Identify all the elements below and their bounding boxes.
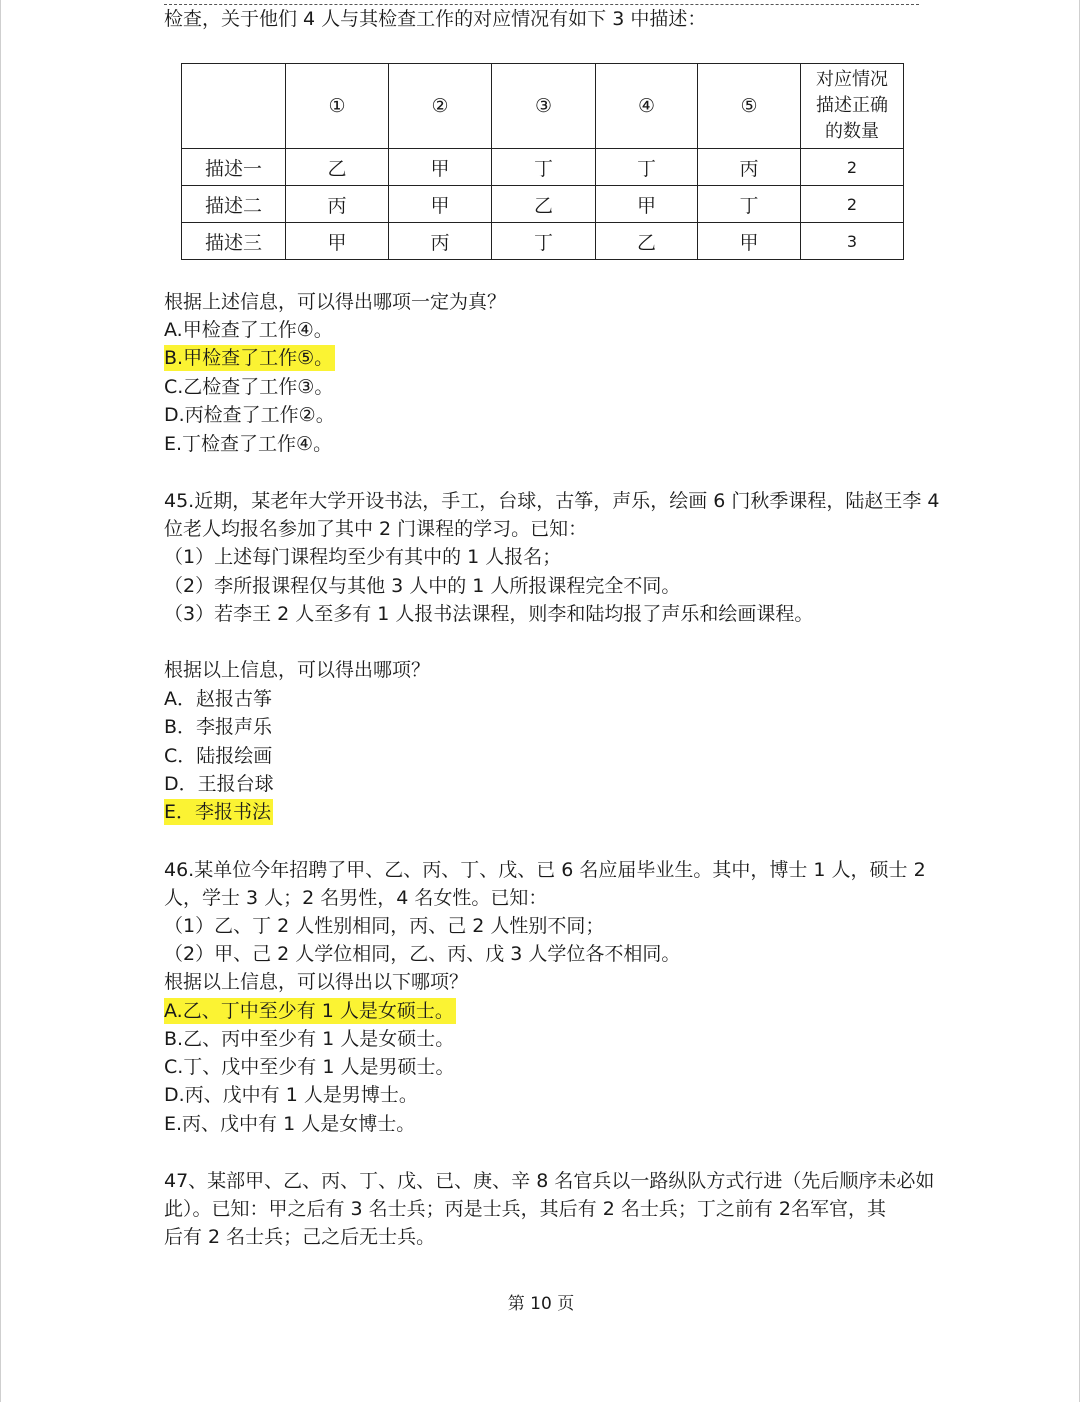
- table-row: [182, 186, 904, 223]
- q45-stem-line: （1）上述每门课程均至少有其中的 1 人报名；: [164, 546, 562, 568]
- highlighted-answer: A.乙、丁中至少有 1 人是女硕士。: [164, 1000, 454, 1022]
- table-header-cell: ①: [286, 64, 389, 149]
- table-header-cell: ③: [492, 64, 596, 149]
- q45-stem-line: （3）若李王 2 人至多有 1 人报书法课程，则李和陆均报了声乐和绘画课程。: [164, 603, 814, 625]
- page-number: 第 10 页: [507, 1294, 575, 1314]
- q46-option-d: D.丙、戊中有 1 人是男博士。: [164, 1084, 418, 1106]
- table-count-cell: 3: [801, 223, 904, 260]
- table-cell: 甲: [596, 186, 698, 223]
- q46-option-a: [164, 998, 456, 1024]
- table-cell: 丙: [286, 186, 389, 223]
- row-label: 描述二: [182, 186, 286, 223]
- q44-option-a: A.甲检查了工作④。: [164, 319, 333, 341]
- q46-stem-line: （1）乙、丁 2 人性别相同，丙、己 2 人性别不同；: [164, 915, 605, 937]
- q47-stem-line: 后有 2 名士兵；己之后无士兵。: [164, 1226, 436, 1248]
- q46-prompt: 根据以上信息，可以得出以下哪项？: [164, 971, 469, 993]
- table-count-cell: 2: [801, 186, 904, 223]
- highlighted-answer: E．李报书法: [164, 801, 272, 823]
- header-line: 描述正确: [816, 95, 888, 116]
- table-cell: 丙: [389, 223, 492, 260]
- table-cell: 甲: [389, 149, 492, 186]
- table-cell: 甲: [286, 223, 389, 260]
- table-cell: 丁: [698, 186, 801, 223]
- intro-line: 检查，关于他们 4 人与其检查工作的对应情况有如下 3 中描述：: [164, 8, 707, 30]
- q47-stem-line: 47、某部甲、乙、丙、丁、戊、已、庚、辛 8 名官兵以一路纵队方式行进（先后顺序未必如: [164, 1170, 935, 1192]
- table-header-row: [182, 64, 904, 149]
- q45-stem-line: 45.近期，某老年大学开设书法，手工，台球，古筝，声乐，绘画 6 门秋季课程，陆赵王李 4: [164, 490, 940, 512]
- top-divider: [164, 4, 919, 5]
- table-row: [182, 149, 904, 186]
- description-table: [181, 63, 904, 260]
- table-cell: 丁: [596, 149, 698, 186]
- q44-option-c: C.乙检查了工作③。: [164, 376, 334, 398]
- table-header-count: [801, 64, 904, 149]
- table-header-cell: ⑤: [698, 64, 801, 149]
- table-count-cell: 2: [801, 149, 904, 186]
- table-cell: 乙: [492, 186, 596, 223]
- highlighted-answer: B.甲检查了工作⑤。: [164, 347, 334, 369]
- table-cell: 丙: [698, 149, 801, 186]
- q46-option-c: C.丁、戊中至少有 1 人是男硕士。: [164, 1056, 455, 1078]
- header-line: 对应情况: [816, 69, 888, 90]
- row-label: 描述三: [182, 223, 286, 260]
- table-cell: 丁: [492, 223, 596, 260]
- table-header-cell: ④: [596, 64, 698, 149]
- q46-stem-line: 人，学士 3 人；2 名男性，4 名女性。已知：: [164, 887, 548, 909]
- q45-stem-line: 位老人均报名参加了其中 2 门课程的学习。已知：: [164, 518, 588, 540]
- q45-option-a: A．赵报古筝: [164, 688, 272, 710]
- q44-option-b: [164, 345, 335, 371]
- table-cell: 乙: [596, 223, 698, 260]
- table-cell: 乙: [286, 149, 389, 186]
- table-header-cell: [182, 64, 286, 149]
- q44-option-d: D.丙检查了工作②。: [164, 404, 335, 426]
- q45-option-e: [164, 799, 273, 825]
- q45-option-b: B．李报声乐: [164, 716, 273, 738]
- q44-prompt: 根据上述信息，可以得出哪项一定为真？: [164, 291, 507, 313]
- header-line: 的数量: [825, 121, 879, 142]
- q46-stem-line: 46.某单位今年招聘了甲、乙、丙、丁、戊、已 6 名应届毕业生。其中，博士 1 人，硕士 2: [164, 859, 926, 881]
- table-cell: 甲: [698, 223, 801, 260]
- row-label: 描述一: [182, 149, 286, 186]
- table-header-cell: ②: [389, 64, 492, 149]
- table-cell: 甲: [389, 186, 492, 223]
- q45-prompt: 根据以上信息，可以得出哪项？: [164, 659, 431, 681]
- q46-option-b: B.乙、丙中至少有 1 人是女硕士。: [164, 1028, 455, 1050]
- table-row: [182, 223, 904, 260]
- q46-option-e: E.丙、戊中有 1 人是女博士。: [164, 1113, 416, 1135]
- q44-option-e: E.丁检查了工作④。: [164, 433, 333, 455]
- q46-stem-line: （2）甲、己 2 人学位相同，乙、丙、戊 3 人学位各不相同。: [164, 943, 681, 965]
- table-cell: 丁: [492, 149, 596, 186]
- q45-option-d: D．王报台球: [164, 773, 274, 795]
- q47-stem-line: 此）。已知：甲之后有 3 名士兵；丙是士兵，其后有 2 名士兵；丁之前有 2名军官，其: [164, 1198, 886, 1220]
- q45-option-c: C．陆报绘画: [164, 745, 273, 767]
- q45-stem-line: （2）李所报课程仅与其他 3 人中的 1 人所报课程完全不同。: [164, 575, 681, 597]
